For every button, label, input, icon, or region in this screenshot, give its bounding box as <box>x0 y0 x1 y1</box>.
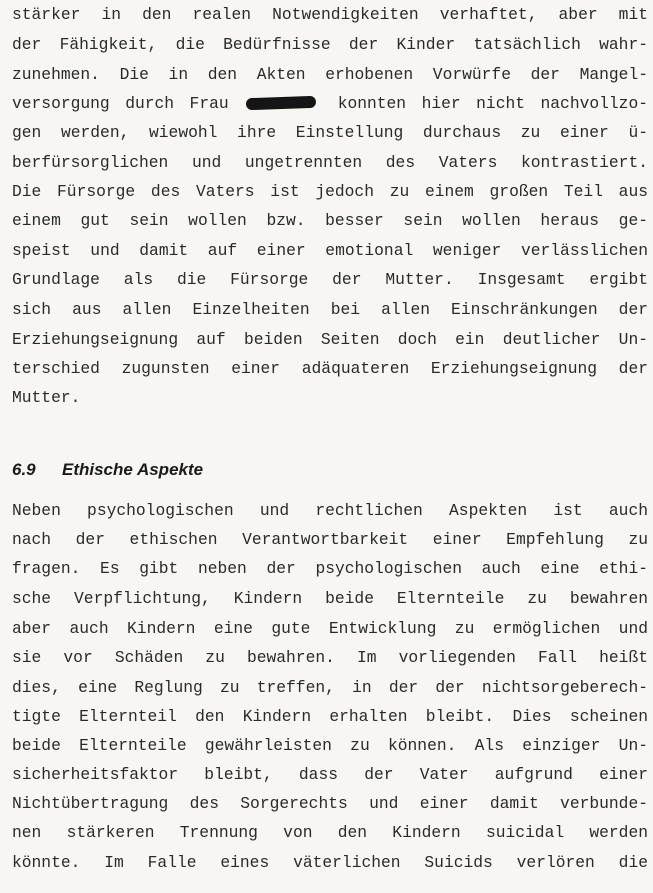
text-line: Erziehungseignung auf beiden Seiten doch ein deutlicher Un- <box>12 330 648 349</box>
section-number: 6.9 <box>12 460 36 479</box>
text-line: Neben psychologischen und rechtlichen Aspekten ist auch <box>12 501 648 520</box>
text-line: terschied zugunsten einer adäquateren Erziehungseignung der <box>12 359 648 378</box>
text-line: Nichtübertragung des Sorgerechts und einer damit verbunde- <box>12 794 648 813</box>
text-line: sche Verpflichtung, Kindern beide Elternteile zu bewahren <box>12 589 648 608</box>
text-line: einem gut sein wollen bzw. besser sein wollen heraus ge- <box>12 211 648 230</box>
text-line: nach der ethischen Verantwortbarkeit einer Empfehlung zu <box>12 530 648 549</box>
text-line: gen werden, wiewohl ihre Einstellung durchaus zu einer ü- <box>12 123 648 142</box>
text-line: könnte. Im Falle eines väterlichen Suicids verlören die <box>12 853 648 872</box>
text-line: sicherheitsfaktor bleibt, dass der Vater aufgrund einer <box>12 765 648 784</box>
text-line: Grundlage als die Fürsorge der Mutter. Insgesamt ergibt <box>12 270 648 289</box>
text-line: tigte Elternteil den Kindern erhalten bleibt. Dies scheinen <box>12 707 648 726</box>
text-segment: versorgung durch Frau <box>12 94 229 113</box>
text-line: sich aus allen Einzelheiten bei allen Einschränkungen der <box>12 300 648 319</box>
text-line: der Fähigkeit, die Bedürfnisse der Kinder tatsächlich wahr- <box>12 35 648 54</box>
text-line: berfürsorglichen und ungetrennten des Vaters kontrastiert. <box>12 153 648 172</box>
section-heading <box>12 458 203 482</box>
text-line: nen stärkeren Trennung von den Kindern suicidal werden <box>12 823 648 842</box>
text-line: Mutter. <box>12 388 81 407</box>
text-line: dies, eine Reglung zu treffen, in der der nichtsorgeberech- <box>12 678 648 697</box>
text-line: aber auch Kindern eine gute Entwicklung zu ermöglichen und <box>12 619 648 638</box>
text-line: Die Fürsorge des Vaters ist jedoch zu einem großen Teil aus <box>12 182 648 201</box>
section-title: Ethische Aspekte <box>62 460 204 479</box>
text-segment: konnten hier nicht nachvollzo- <box>337 94 648 113</box>
text-line-with-redaction <box>12 92 648 116</box>
text-line: beide Elternteile gewährleisten zu können. Als einziger Un- <box>12 736 648 755</box>
text-line: zunehmen. Die in den Akten erhobenen Vorwürfe der Mangel- <box>12 65 648 84</box>
text-line: stärker in den realen Notwendigkeiten verhaftet, aber mit <box>12 5 648 24</box>
text-line: sie vor Schäden zu bewahren. Im vorliegenden Fall heißt <box>12 648 648 667</box>
text-line: fragen. Es gibt neben der psychologischen auch eine ethi- <box>12 559 648 578</box>
redaction-mark <box>246 95 316 109</box>
text-line: speist und damit auf einer emotional weniger verlässlichen <box>12 241 648 260</box>
